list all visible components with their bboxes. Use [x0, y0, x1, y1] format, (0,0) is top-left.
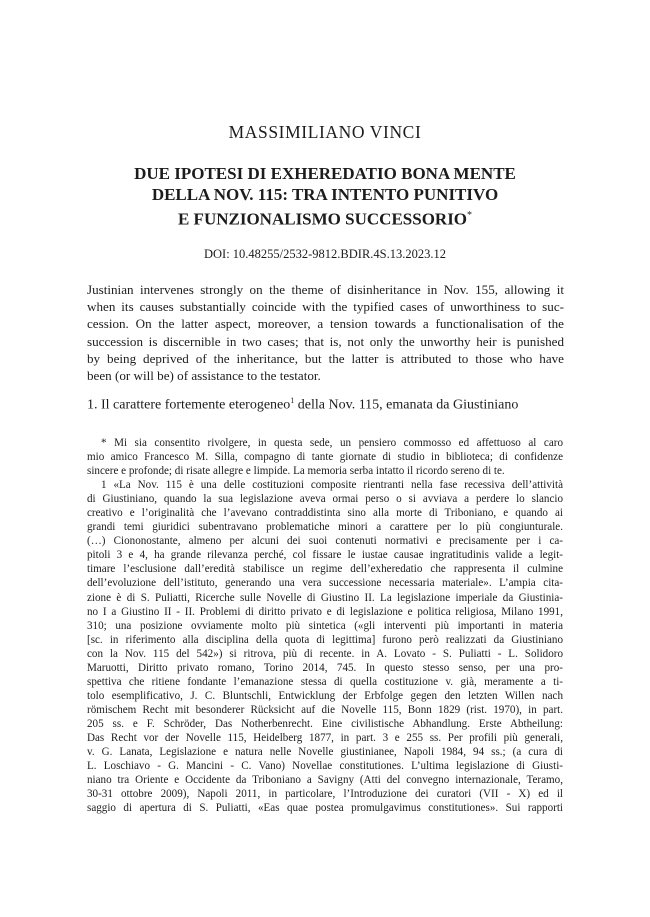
title-note-mark: * [467, 210, 473, 221]
abstract [87, 281, 564, 384]
footnote-line: pitoli 3 e 4, ha grande rilevanza perché, col fissare le iustae causae ingratitudinis valide a legit- [87, 549, 563, 562]
footnote-line: 205 ss. e F. Schröder, Das Notherbenrecht. Eine civilistische Abhandlung. Erste Abtheilung: [87, 717, 563, 730]
footnote-line: spettiva che ritiene fondante l’emanazione stessa di quella costituzione v. già, meramente a ti- [87, 675, 563, 688]
section-heading-text-cont: della Nov. 115, emanata da Giustiniano [294, 397, 519, 413]
abstract-line: by being deprived of the inheritance, but the latter is attributed to those who have [87, 350, 564, 366]
footnote-line: 310; una posizione ovviamente molto più sintetica («gli interventi più importanti in materia [87, 619, 563, 632]
footnote-line: * Mi sia consentito rivolgere, in questa sede, un pensiero commosso ed affettuoso al caro [101, 437, 563, 449]
footnote-line: timare l’esclusione dall’eredità stabilisce un regime dell’exheredatio che rappresenta il culmine [87, 563, 563, 576]
footnote-line: saggio di apertura di S. Puliatti, «Eas quae postea promulgavimus constitutiones». Sui rapporti [87, 802, 563, 815]
title-line-3-text: E FUNZIONALISMO SUCCESSORIO [177, 209, 468, 229]
footnote-ref-1[interactable]: 1 [290, 396, 295, 405]
abstract-line: been (or will be) of assistance to the testator. [87, 368, 321, 384]
section-heading-text: 1. Il carattere fortemente eterogeneo [87, 397, 291, 413]
footnote-line: L. Loschiavo - G. Mancini - C. Vano) Novellae constitutiones. L’ultima legislazione di Giusti- [87, 760, 563, 773]
section-heading [87, 396, 570, 414]
footnote-line: 30-31 ottobre 2009), Napoli 2011, in particolare, l’Introduzione dei curatori (VII - X) ed il [87, 788, 563, 801]
abstract-line: when its causes substantially coincide with the typified cases of unworthiness to suc- [87, 299, 564, 315]
title-line-2: DELLA NOV. 115: TRA INTENTO PUNITIVO [151, 185, 499, 204]
footnote-line: no I a Giustino II - II. Problemi di diritto privato e di legislazione e politica religiosa, Milano 1991, [87, 605, 563, 618]
author-name: MASSIMILIANO VINCI [228, 122, 422, 142]
abstract-line: Justinian intervenes strongly on the theme of disinheritance in Nov. 155, allowing it [87, 282, 564, 297]
footnote-line: [sc. in riferimento alla disciplina della quota di legittima] furono però realizzati da Giustiniano [87, 633, 563, 646]
footnote-line: sincere e profonde; di risate allegre e limpide. La memoria serba intatto il ricordo sereno di te. [87, 465, 505, 478]
footnotes [87, 436, 563, 815]
footnote-line: tolo esemplificativo, J. C. Bluntschli, Entwicklung der Erbfolge gegen den letzten Willen nach [87, 689, 563, 702]
footnote-line: Das Recht vor der Novelle 115, Heidelberg 1877, in part. 3 e 255 ss. Per profili più generali, [87, 731, 563, 744]
footnote-line: con la Nov. 115 del 542») si ritrova, più di recente. in A. Lovato - S. Puliatti - L. Solidoro [87, 647, 563, 660]
doi: DOI: 10.48255/2532-9812.BDIR.4S.13.2023.12 [203, 247, 447, 261]
footnote-line: creativo e l’originalità che l’avevano contraddistinta sino alla morte di Triboniano, e quando ai [87, 507, 563, 520]
footnote-line: dell’evoluzione dell’istituto, generando una vera successione necessaria materiale». L’ampia cita- [87, 577, 563, 590]
footnote-line: 1 «La Nov. 115 è una delle costituzioni composite rientranti nella fase recessiva dell’attività [101, 479, 563, 492]
article-title [60, 163, 590, 230]
footnote-line: mio amico Francesco M. Silla, compagno di tante giornate di studio in biblioteca; di confidenze [87, 451, 563, 464]
title-line-1: DUE IPOTESI DI EXHEREDATIO BONA MENTE [134, 164, 516, 183]
footnote-line: (…) Ciononostante, almeno per alcuni dei suoi contenuti normativi e precisamente per i ca- [87, 535, 563, 548]
abstract-line: succession is discernible in two cases; that is, not only the unworthy heir is punished [87, 333, 564, 349]
abstract-line: cession. On the latter aspect, moreover, a tension towards a functionalisation of the [87, 316, 564, 332]
footnote-line: v. G. Lanata, Legislazione e natura nelle Novelle giustinianee, Napoli 1984, 94 ss.; (a cura di [87, 746, 563, 759]
footnote-line: römischem Recht mit besonderer Rücksicht auf die Novelle 115, Bonn 1829 (rist. 1970), in part. [87, 703, 563, 716]
footnote-line: di Giustiniano, quando la sua legislazione aveva ormai perso o si avviava a perdere lo slancio [87, 493, 563, 506]
footnote-line: zione è di S. Puliatti, Ricerche sulle Novelle di Giustino II. La legislazione imperiale da Giustinia- [87, 591, 563, 604]
footnote-line: Maruotti, Diritto privato romano, Torino 2014, 745. In questo stesso senso, per una pro- [87, 661, 563, 674]
footnote-line: grandi temi giuridici subentravano problematiche minori a carattere per lo più congiunturale. [87, 521, 563, 534]
footnote-line: niano tra Oriente e Occidente da Triboniano a Savigny (Atti del convegno internazionale, Teramo, [87, 774, 563, 787]
title-line-3 [60, 205, 590, 230]
